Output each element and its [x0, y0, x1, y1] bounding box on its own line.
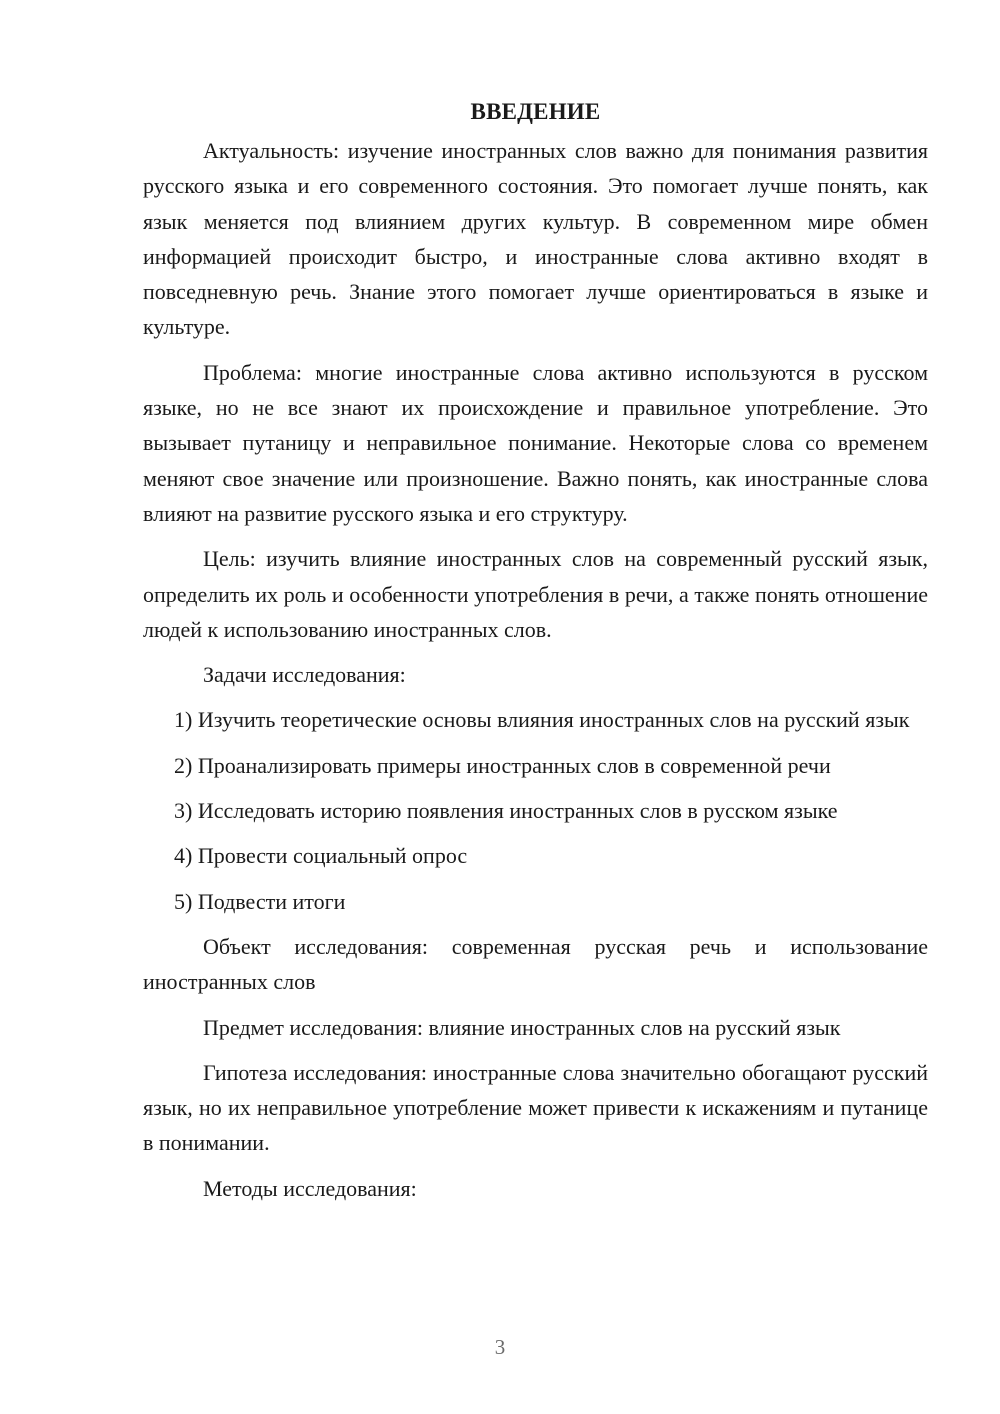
subject-paragraph: Предмет исследования: влияние иностранных слов на русский язык: [203, 1014, 841, 1040]
list-item: 4) Провести социальный опрос: [174, 843, 468, 869]
list-item: 3) Исследовать историю появления иностранных слов в русском языке: [174, 798, 838, 824]
tasks-heading: Задачи исследования:: [203, 662, 406, 688]
page-content: [143, 94, 928, 1216]
hypothesis-paragraph: Гипотеза исследования: иностранные слова значительно обогащают русский язык, но их неправильное употребление может привести к искажениям и путанице в понимании.: [143, 1059, 928, 1156]
tasks-list: [143, 702, 928, 918]
list-item: 1) Изучить теоретические основы влияния иностранных слов на русский язык: [174, 707, 910, 733]
problem-paragraph: Проблема: многие иностранные слова активно используются в русском языке, но не все знают их происхождение и правильное употребление. Это вызывает путаницу и неправильное понимание. Некоторые слова со временем меняют свое значение или произношение. Важно понять, как иностранные слова влияют на развитие русского языка и его структуру.: [143, 359, 928, 526]
object-paragraph: Объект исследования: современная русская речь и использование иностранных слов: [143, 933, 928, 995]
section-heading: ВВЕДЕНИЕ: [470, 99, 601, 124]
list-item: 5) Подвести итоги: [174, 888, 346, 914]
list-item: 2) Проанализировать примеры иностранных слов в современной речи: [174, 752, 831, 778]
methods-heading: Методы исследования:: [203, 1175, 417, 1201]
relevance-paragraph: Актуальность: изучение иностранных слов важно для понимания развития русского языка и его современного состояния. Это помогает лучше понять, как язык меняется под влиянием других культур. В современном мире обмен информацией происходит быстро, и иностранные слова активно входят в повседневную речь. Знание этого помогает лучше ориентироваться в языке и культуре.: [143, 138, 928, 340]
page-number: 3: [494, 1335, 506, 1359]
goal-paragraph: Цель: изучить влияние иностранных слов на современный русский язык, определить их роль и особенности употребления в речи, а также понять отношение людей к использованию иностранных слов.: [143, 546, 928, 642]
